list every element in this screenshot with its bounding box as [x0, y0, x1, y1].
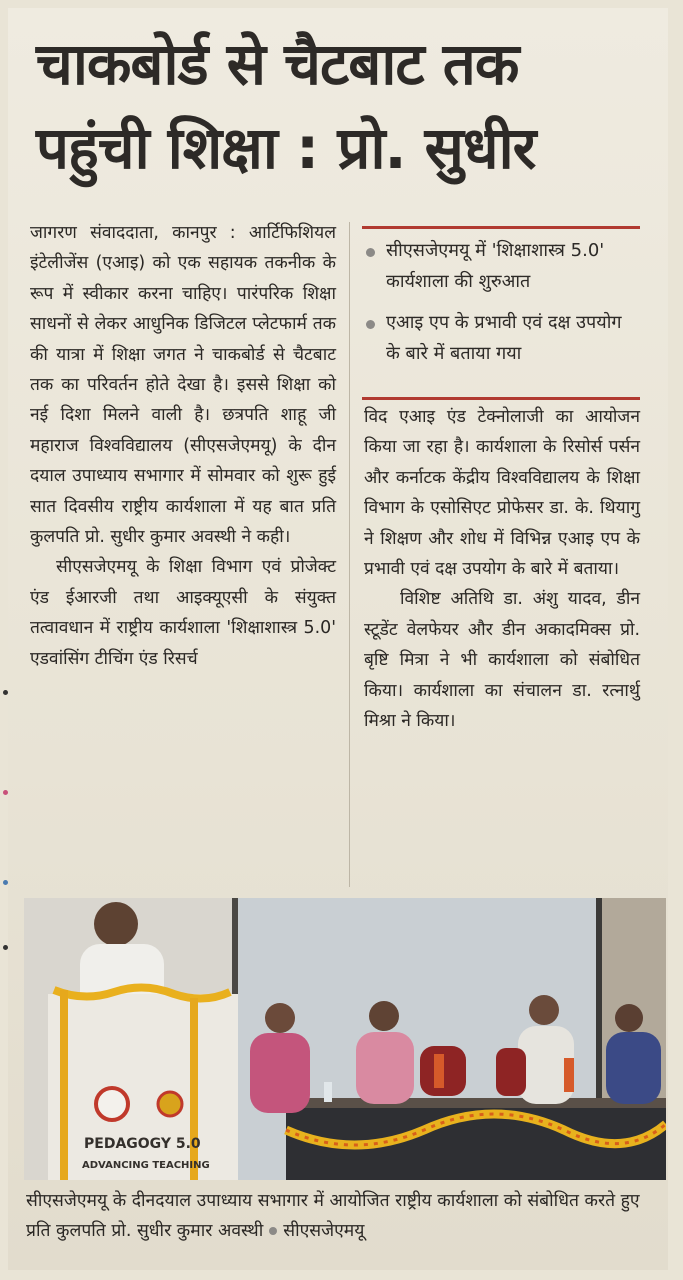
photo-caption [26, 1186, 666, 1246]
banner-text-2: ADVANCING TEACHING [82, 1160, 210, 1171]
margin-mark-icon [3, 945, 8, 950]
highlights-box [362, 226, 640, 400]
headline [36, 22, 656, 190]
highlight-text: सीएसजेएमयू में 'शिक्षाशास्त्र 5.0' कार्यशाला की शुरुआत [386, 240, 605, 292]
bullet-icon [366, 248, 375, 257]
headline-line-2: पहुंची शिक्षा : प्रो. सुधीर [36, 114, 536, 182]
headline-line-1: चाकबोर्ड से चैटबाट तक [36, 30, 519, 98]
caption-credit: सीएसजेएमयू [283, 1221, 365, 1241]
article-paragraph-2: सीएसजेएमयू के शिक्षा विभाग एवं प्रोजेक्ट एंड ईआरजी तथा आइक्यूएसी के संयुक्त तत्वावधान में राष्ट्रीय कार्यशाला 'शिक्षाशास्त्र 5.0' एडवांसिंग टीचिंग एंड रिसर्च [30, 557, 336, 669]
article-column-right [364, 402, 640, 736]
article-paragraph-1: जागरण संवाददाता, कानपुर : आर्टिफिशियल इंटेलीजेंस (एआइ) को एक सहायक तकनीक के रूप में स्वीकार करना चाहिए। पारंपरिक शिक्षा साधनों से लेकर आधुनिक डिजिटल प्लेटफार्म तक की यात्रा में शिक्षा जगत ने चाकबोर्ड से चैटबाट तक का परिवर्तन होते देखा है। इससे शिक्षा को नई दिशा मिलने वाली है। छत्रपति शाहू जी महाराज विश्वविद्यालय (सीएसजेएमयू) के दीन दयाल उपाध्याय सभागार में सोमवार को शुरू हुई सात दिवसीय राष्ट्रीय कार्यशाला में यह बात प्रति कुलपति प्रो. सुधीर कुमार अवस्थी ने कही। [30, 223, 336, 548]
bullet-icon [366, 320, 375, 329]
margin-mark-icon [3, 880, 8, 885]
article-column-left [30, 218, 336, 674]
article-paragraph-4: विशिष्ट अतिथि डा. अंशु यादव, डीन स्टूडेंट वेलफेयर और डीन अकादमिक्स प्रो. बृष्टि मित्रा ने भी कार्यशाला को संबोधित किया। कार्यशाला का संचालन डा. रत्नार्थु मिश्रा ने किया। [364, 589, 640, 732]
highlight-text: एआइ एप के प्रभावी एवं दक्ष उपयोग के बारे में बताया गया [386, 312, 622, 364]
event-photo-illustration [24, 898, 666, 1180]
event-photo [24, 898, 666, 1180]
caption-text: सीएसजेएमयू के दीनदयाल उपाध्याय सभागार में आयोजित राष्ट्रीय कार्यशाला को संबोधित करते हुए प्रति कुलपति प्रो. सुधीर कुमार अवस्थी [26, 1191, 640, 1241]
article-paragraph-3: विद एआइ एंड टेक्नोलाजी का आयोजन किया जा रहा है। कार्यशाला के रिसोर्स पर्सन और कर्नाटक केंद्रीय विश्वविद्यालय के शिक्षा विभाग के एसोसिएट प्रोफेसर डा. के. थियागु ने शिक्षण और शोध में विभिन्न एआइ एप के प्रभावी एवं दक्ष उपयोग के बारे में बताया। [364, 407, 640, 580]
margin-mark-icon [3, 690, 8, 695]
banner-text-1: PEDAGOGY 5.0 [84, 1136, 201, 1152]
highlight-item [362, 235, 640, 297]
column-divider [349, 222, 350, 887]
margin-mark-icon [3, 790, 8, 795]
highlight-item [362, 307, 640, 369]
bullet-icon [269, 1227, 277, 1235]
